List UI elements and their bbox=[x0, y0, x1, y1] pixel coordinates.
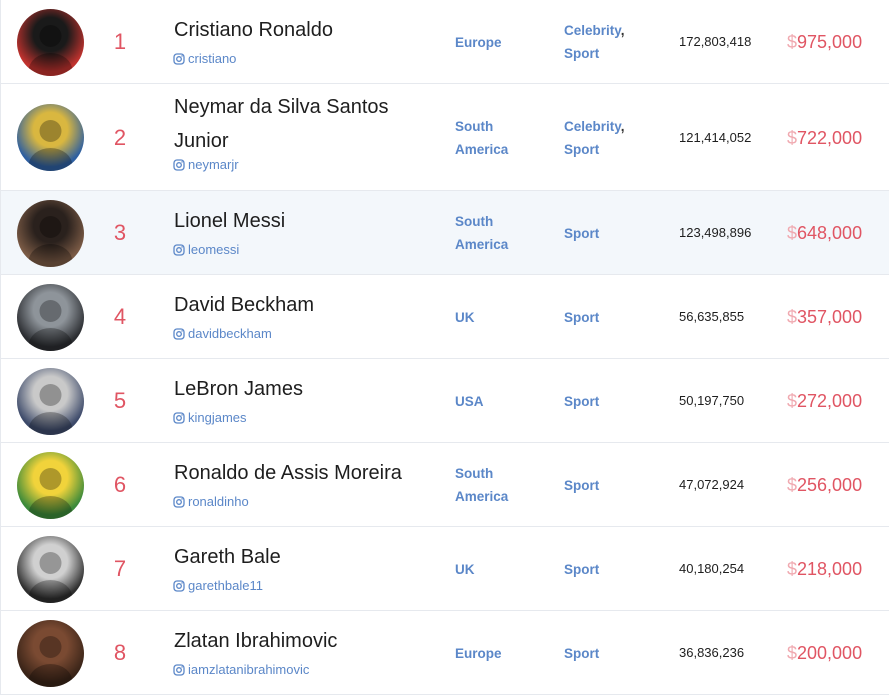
instagram-handle-text: iamzlatanibrahimovic bbox=[188, 662, 310, 677]
category-link[interactable]: Sport bbox=[564, 645, 600, 661]
region-link[interactable] bbox=[455, 390, 535, 413]
instagram-handle-link[interactable] bbox=[173, 494, 249, 510]
avatar[interactable] bbox=[17, 620, 84, 687]
currency-symbol: $ bbox=[787, 307, 798, 327]
ranking-row[interactable] bbox=[1, 191, 889, 275]
category-list bbox=[564, 306, 644, 329]
instagram-handle-link[interactable] bbox=[173, 157, 239, 173]
follower-count: 50,197,750 bbox=[679, 393, 745, 408]
region-text: South bbox=[455, 214, 494, 229]
category-list bbox=[564, 474, 644, 497]
post-price bbox=[787, 30, 887, 54]
ranking-row[interactable] bbox=[1, 527, 889, 611]
rank-number: 5 bbox=[113, 388, 127, 413]
ranking-row[interactable] bbox=[1, 359, 889, 443]
currency-symbol: $ bbox=[787, 127, 798, 148]
price-amount: 357,000 bbox=[797, 307, 863, 327]
follower-count: 36,836,236 bbox=[679, 645, 745, 660]
currency-symbol: $ bbox=[787, 643, 798, 663]
price-amount: 200,000 bbox=[797, 643, 863, 663]
post-price bbox=[787, 389, 887, 413]
ranking-row[interactable] bbox=[1, 443, 889, 527]
currency-symbol: $ bbox=[787, 475, 798, 495]
influencer-name[interactable]: Zlatan Ibrahimovic bbox=[174, 630, 338, 652]
region-text: UK bbox=[455, 561, 475, 577]
rank-number: 1 bbox=[113, 29, 127, 54]
category-list bbox=[564, 558, 644, 581]
post-price bbox=[787, 641, 887, 665]
region-text: South bbox=[455, 466, 494, 481]
ranking-row[interactable] bbox=[1, 275, 889, 359]
influencer-name[interactable]: Gareth Bale bbox=[174, 546, 281, 568]
instagram-handle-link[interactable] bbox=[173, 326, 272, 342]
currency-symbol: $ bbox=[787, 391, 798, 411]
region-link[interactable] bbox=[455, 210, 535, 256]
region-text: Europe bbox=[455, 645, 502, 661]
influencer-name[interactable]: David Beckham bbox=[174, 294, 315, 316]
rank-number: 8 bbox=[113, 640, 127, 665]
category-link[interactable]: Sport bbox=[564, 477, 600, 493]
price-amount: 256,000 bbox=[797, 475, 863, 495]
avatar[interactable] bbox=[17, 200, 84, 267]
region-text-line2: America bbox=[455, 141, 509, 157]
ranking-row[interactable] bbox=[1, 84, 889, 191]
avatar[interactable] bbox=[17, 9, 84, 76]
region-link[interactable] bbox=[455, 31, 535, 54]
currency-symbol: $ bbox=[787, 223, 798, 243]
category-list bbox=[564, 222, 644, 245]
region-text: USA bbox=[455, 393, 484, 409]
avatar[interactable] bbox=[17, 368, 84, 435]
region-link[interactable] bbox=[455, 558, 535, 581]
rank-number: 6 bbox=[113, 472, 127, 497]
category-link[interactable]: Sport bbox=[564, 141, 600, 157]
instagram-handle-link[interactable] bbox=[173, 242, 239, 258]
instagram-handle-text: neymarjr bbox=[188, 157, 239, 172]
region-link[interactable] bbox=[455, 306, 535, 329]
category-link[interactable]: Sport bbox=[564, 46, 600, 61]
category-list bbox=[564, 642, 644, 665]
follower-count: 123,498,896 bbox=[679, 225, 752, 240]
instagram-icon bbox=[173, 664, 185, 676]
region-text: South bbox=[455, 118, 494, 134]
instagram-handle-link[interactable] bbox=[173, 51, 236, 67]
rank-number: 2 bbox=[113, 124, 127, 150]
category-list bbox=[564, 115, 644, 161]
influencer-name[interactable]: Neymar da Silva Santos bbox=[174, 96, 389, 118]
instagram-handle-text: cristiano bbox=[188, 51, 237, 66]
price-amount: 648,000 bbox=[797, 223, 863, 243]
rank-number: 3 bbox=[113, 220, 127, 245]
region-text-line2: America bbox=[455, 489, 509, 504]
ranking-row[interactable] bbox=[1, 611, 889, 695]
follower-count: 56,635,855 bbox=[679, 309, 745, 324]
instagram-handle-text: davidbeckham bbox=[188, 326, 272, 341]
follower-count: 47,072,924 bbox=[679, 477, 745, 492]
category-link[interactable]: Sport bbox=[564, 309, 600, 325]
instagram-icon bbox=[173, 159, 185, 171]
currency-symbol: $ bbox=[787, 559, 798, 579]
category-link[interactable]: Sport bbox=[564, 393, 600, 409]
category-list bbox=[564, 390, 644, 413]
follower-count: 172,803,418 bbox=[679, 34, 752, 49]
instagram-handle-link[interactable] bbox=[173, 662, 309, 678]
price-amount: 722,000 bbox=[797, 127, 863, 148]
instagram-icon bbox=[173, 53, 185, 65]
category-link[interactable]: Celebrity bbox=[564, 118, 621, 134]
post-price bbox=[787, 221, 887, 245]
ranking-row[interactable] bbox=[1, 0, 889, 84]
rank-number: 4 bbox=[113, 304, 127, 329]
instagram-icon bbox=[173, 412, 185, 424]
post-price bbox=[787, 557, 887, 581]
price-amount: 272,000 bbox=[797, 391, 863, 411]
influencer-name[interactable]: Ronaldo de Assis Moreira bbox=[174, 462, 402, 484]
avatar[interactable] bbox=[17, 284, 84, 351]
instagram-handle-link[interactable] bbox=[173, 410, 247, 426]
currency-symbol: $ bbox=[787, 32, 798, 52]
instagram-icon bbox=[173, 328, 185, 340]
avatar[interactable] bbox=[17, 104, 84, 171]
instagram-handle-text: garethbale11 bbox=[188, 578, 263, 593]
post-price bbox=[787, 473, 887, 497]
instagram-handle-text: leomessi bbox=[188, 242, 240, 257]
region-text: UK bbox=[455, 309, 475, 325]
follower-count: 121,414,052 bbox=[679, 129, 752, 145]
region-text-line2: America bbox=[455, 237, 509, 252]
region-link[interactable] bbox=[455, 115, 535, 161]
category-list bbox=[564, 19, 644, 65]
rank-number: 7 bbox=[113, 556, 127, 581]
category-link[interactable]: Sport bbox=[564, 225, 600, 241]
post-price bbox=[787, 305, 887, 329]
region-link[interactable] bbox=[455, 462, 535, 508]
instagram-handle-text: ronaldinho bbox=[188, 494, 249, 509]
price-amount: 218,000 bbox=[797, 559, 863, 579]
category-separator: , bbox=[620, 23, 625, 38]
instagram-icon bbox=[173, 496, 185, 508]
avatar[interactable] bbox=[17, 536, 84, 603]
category-link[interactable]: Sport bbox=[564, 561, 600, 577]
influencer-name[interactable]: Cristiano Ronaldo bbox=[174, 19, 333, 41]
instagram-handle-text: kingjames bbox=[188, 410, 247, 425]
region-text: Europe bbox=[455, 34, 502, 50]
influencer-name[interactable]: LeBron James bbox=[174, 378, 303, 400]
follower-count: 40,180,254 bbox=[679, 561, 745, 576]
instagram-handle-link[interactable] bbox=[173, 578, 263, 594]
influencer-name[interactable]: Lionel Messi bbox=[174, 210, 286, 232]
instagram-icon bbox=[173, 580, 185, 592]
category-link[interactable]: Celebrity bbox=[564, 23, 621, 38]
influencer-name-line2[interactable]: Junior bbox=[174, 130, 229, 152]
instagram-icon bbox=[173, 244, 185, 256]
avatar[interactable] bbox=[17, 452, 84, 519]
category-separator: , bbox=[620, 118, 625, 134]
price-amount: 975,000 bbox=[797, 32, 863, 52]
post-price bbox=[787, 126, 887, 150]
region-link[interactable] bbox=[455, 642, 535, 665]
